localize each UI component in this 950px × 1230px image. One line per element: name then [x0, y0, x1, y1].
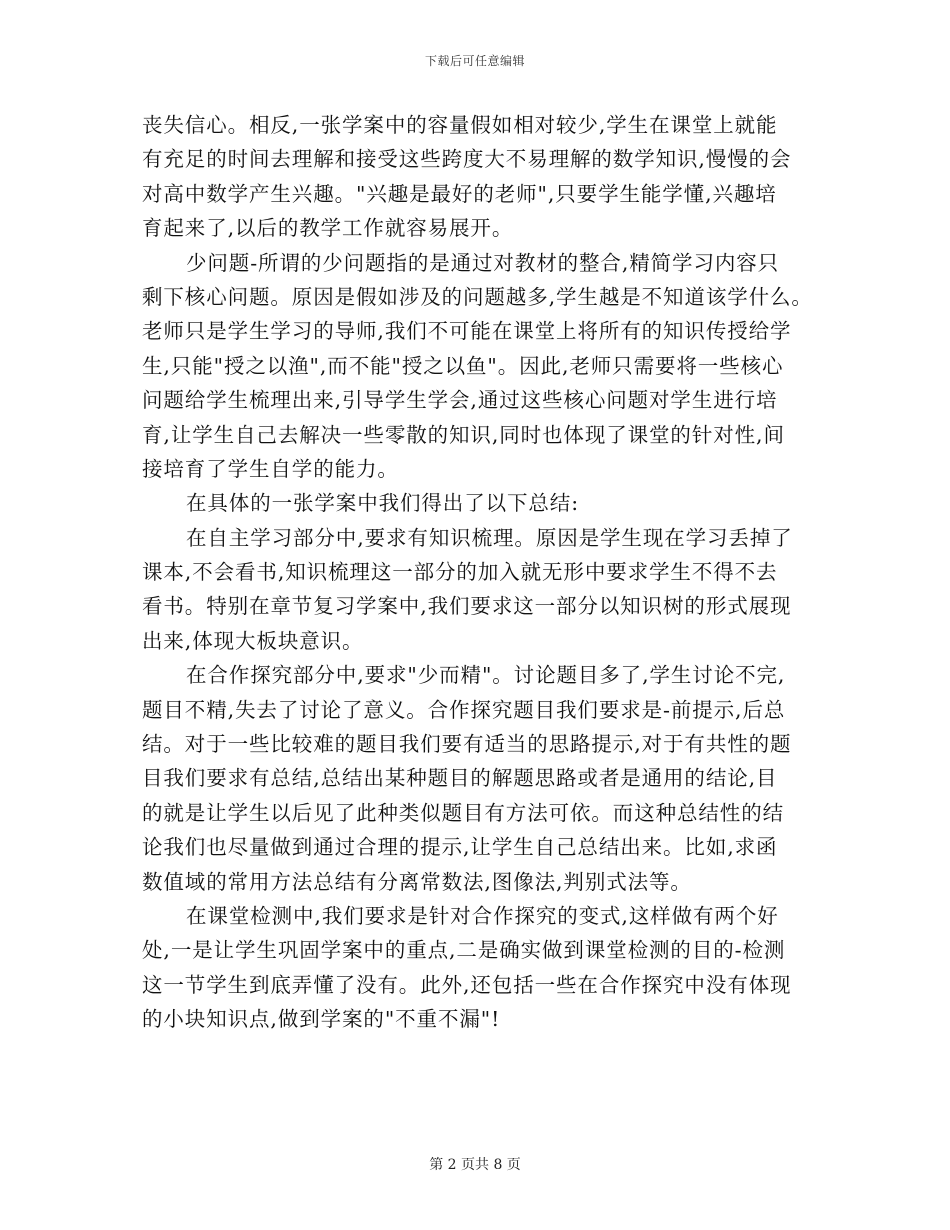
- text-line: 丧失信心。相反,一张学案中的容量假如相对较少,学生在课堂上就能: [142, 113, 778, 137]
- text-line: 题目不精,失去了讨论了意义。合作探究题目我们要求是-前提示,后总: [142, 697, 786, 722]
- paragraph-first-line: 少问题-所谓的少问题指的是通过对教材的整合,精简学习内容只: [186, 250, 780, 275]
- paragraph-first-line: 在具体的一张学案中我们得出了以下总结:: [186, 491, 580, 516]
- text-line: 课本,不会看书,知识梳理这一部分的加入就无形中要求学生不得不去: [142, 560, 778, 585]
- text-line: 生,只能"授之以渔",而不能"授之以鱼"。因此,老师只需要将一些核心: [142, 353, 784, 378]
- paragraph-first-line: 在课堂检测中,我们要求是针对合作探究的变式,这样做有两个好: [186, 903, 779, 928]
- page-footer: 第 2 页共 8 页: [429, 1157, 521, 1173]
- text-line: 有充足的时间去理解和接受这些跨度大不易理解的数学知识,慢慢的会: [142, 147, 792, 172]
- text-line: 剩下核心问题。原因是假如涉及的问题越多,学生越是不知道该学什么。: [142, 284, 813, 309]
- text-line: 的小块知识点,做到学案的"不重不漏"!: [142, 1007, 501, 1032]
- text-line: 老师只是学生学习的导师,我们不可能在课堂上将所有的知识传授给学: [142, 319, 792, 344]
- text-line: 育,让学生自己去解决一些零散的知识,同时也体现了课堂的针对性,间: [142, 422, 785, 447]
- text-line: 处,一是让学生巩固学案中的重点,二是确实做到课堂检测的目的-检测: [142, 938, 786, 963]
- paragraph-first-line: 在自主学习部分中,要求有知识梳理。原因是学生现在学习丢掉了: [186, 525, 793, 550]
- text-line: 数值域的常用方法总结有分离常数法,图像法,判别式法等。: [142, 869, 692, 894]
- text-line: 论我们也尽量做到通过合理的提示,让学生自己总结出来。比如,求函: [142, 835, 778, 860]
- text-line: 结。对于一些比较难的题目我们要有适当的思路提示,对于有共性的题: [142, 732, 792, 757]
- text-line: 育起来了,以后的教学工作就容易展开。: [142, 216, 514, 241]
- text-line: 看书。特别在章节复习学案中,我们要求这一部分以知识树的形式展现: [142, 594, 792, 619]
- text-line: 目我们要求有总结,总结出某种题目的解题思路或者是通用的结论,目: [142, 766, 778, 791]
- text-line: 出来,体现大板块意识。: [142, 628, 364, 653]
- text-line: 问题给学生梳理出来,引导学生学会,通过这些核心问题对学生进行培: [142, 388, 778, 413]
- document-body: [142, 108, 818, 1037]
- text-line: 这一节学生到底弄懂了没有。此外,还包括一些在合作探究中没有体现: [142, 972, 792, 997]
- page-header: 下载后可任意编辑: [424, 54, 525, 68]
- text-line: 的就是让学生以后见了此种类似题目有方法可依。而这种总结性的结: [142, 800, 784, 825]
- text-line: 对高中数学产生兴趣。"兴趣是最好的老师",只要学生能学懂,兴趣培: [142, 181, 777, 206]
- paragraph-first-line: 在合作探究部分中,要求"少而精"。讨论题目多了,学生讨论不完,: [186, 663, 786, 688]
- text-line: 接培育了学生自学的能力。: [142, 456, 399, 481]
